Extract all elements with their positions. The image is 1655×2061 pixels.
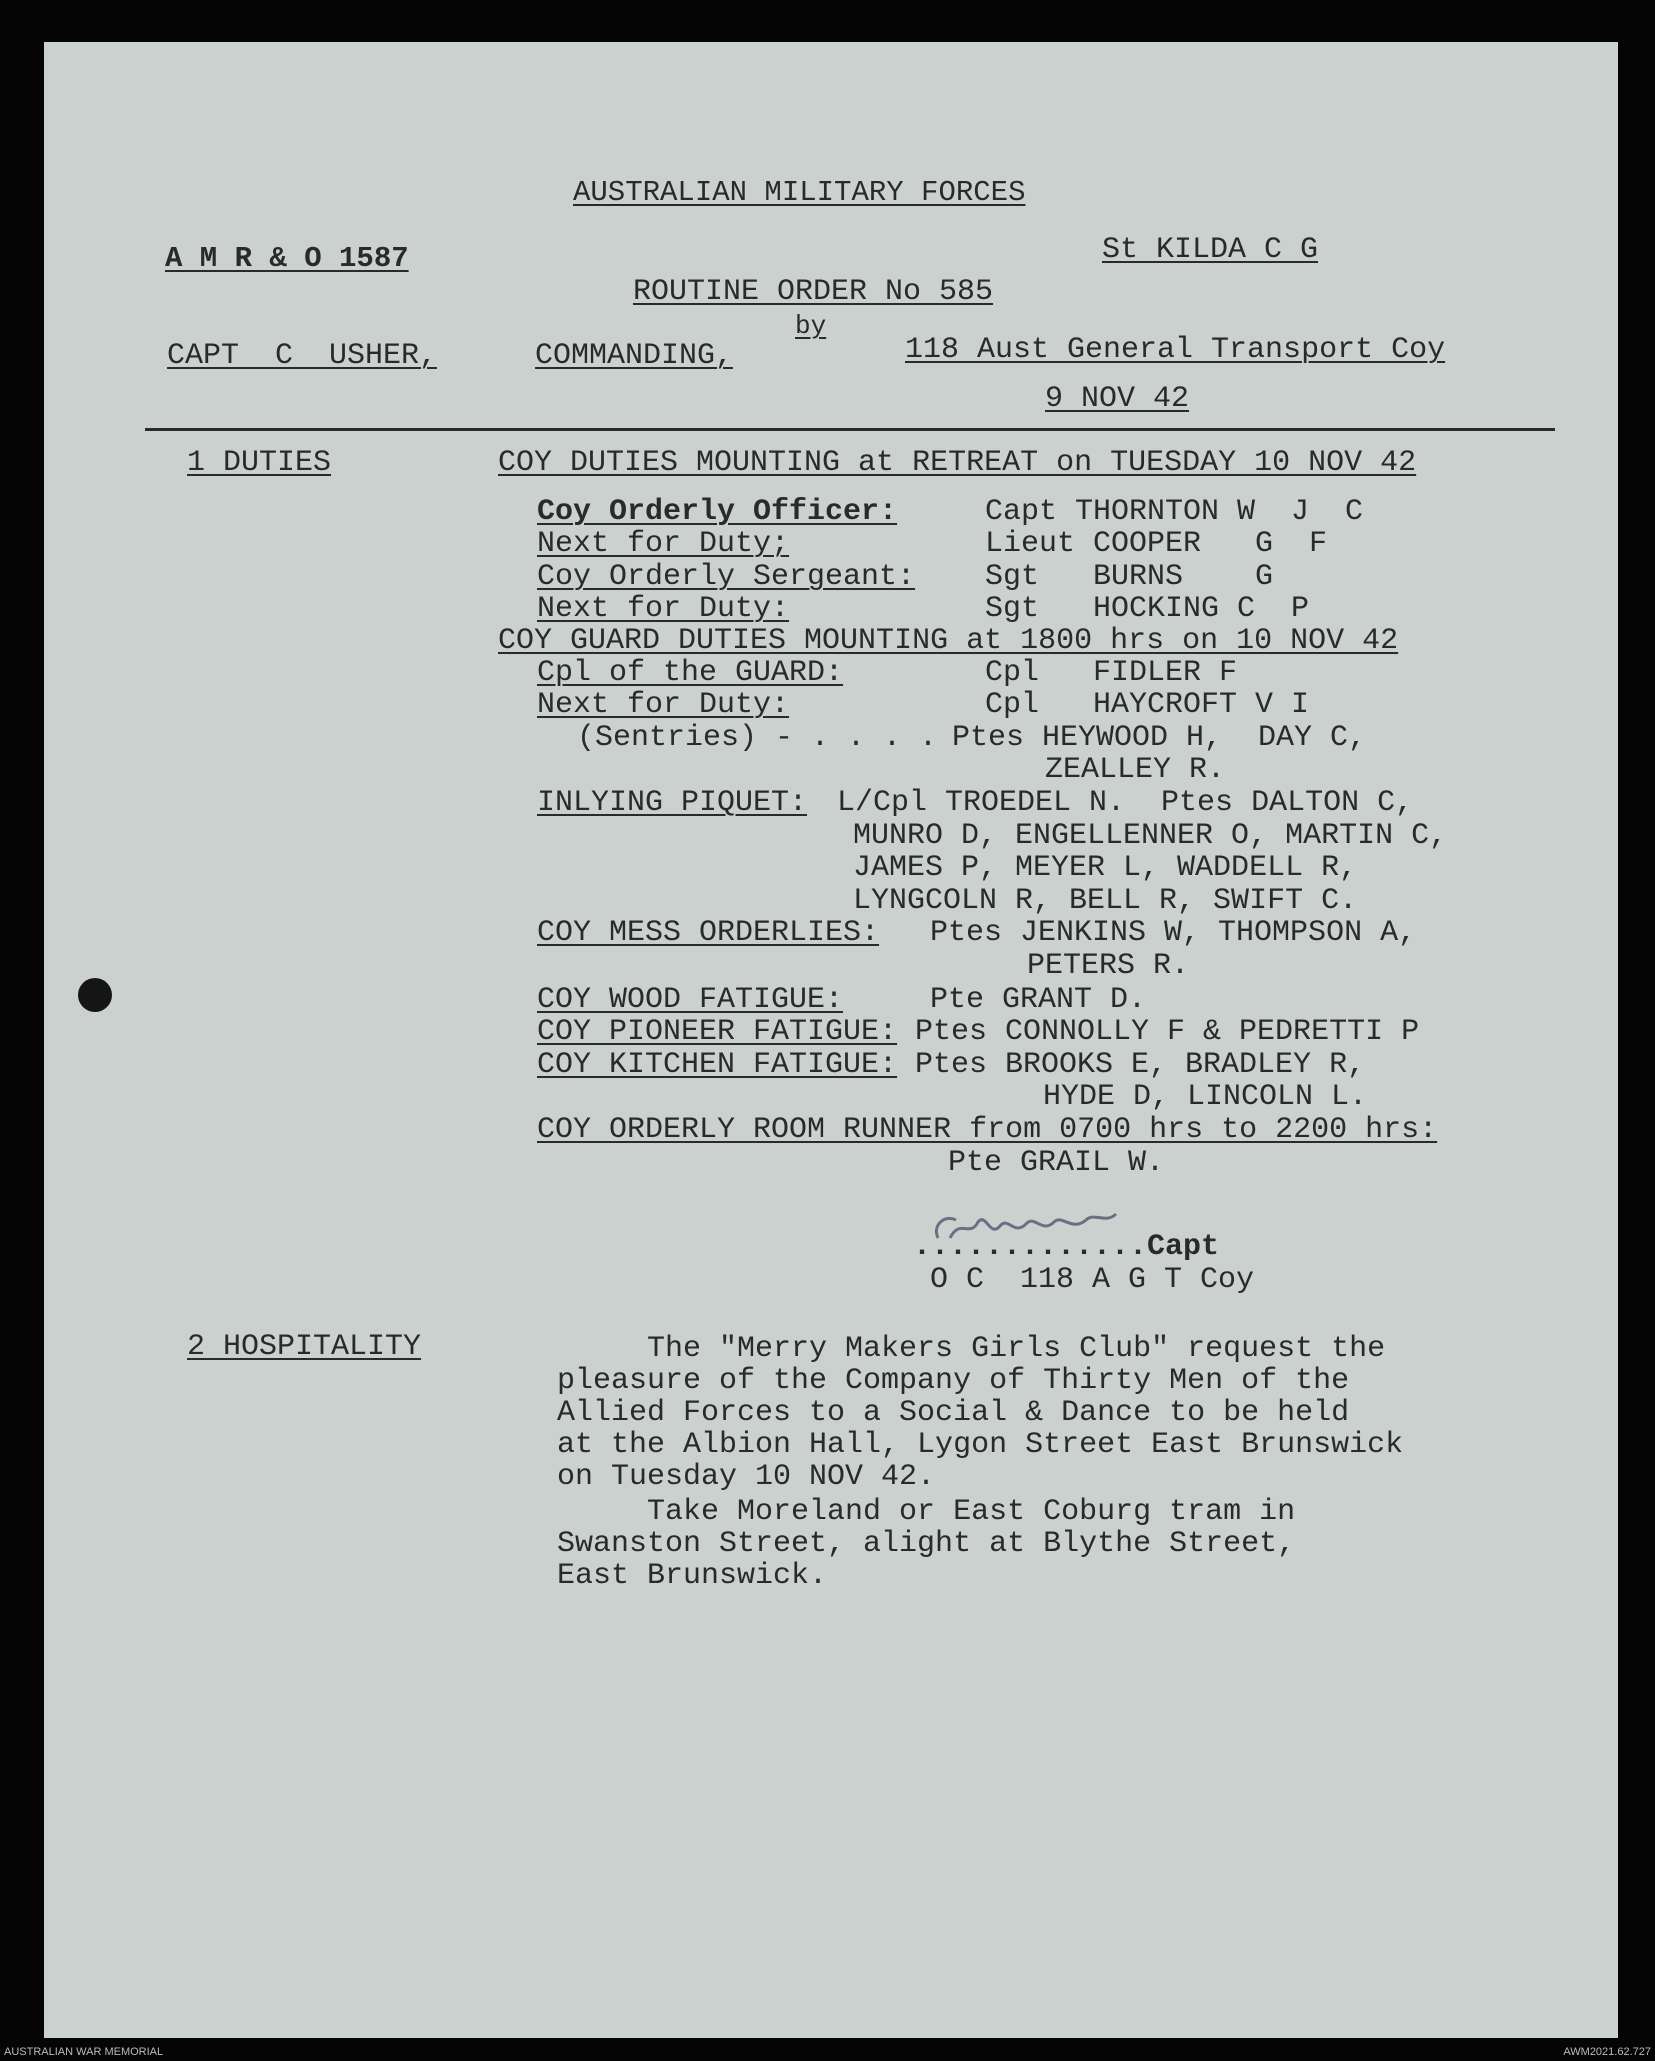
- wood-fatigue-value: Pte GRANT D.: [930, 983, 1147, 1017]
- hospitality-line-4: at the Albion Hall, Lygon Street East Brunswick: [557, 1428, 1404, 1462]
- header-divider: [145, 428, 1555, 431]
- hospitality-line-8: East Brunswick.: [557, 1559, 828, 1593]
- reference-number: A M R & O 1587: [165, 242, 409, 275]
- officer-next-value: Lieut COOPER G F: [985, 527, 1328, 561]
- pioneer-fatigue-value: Ptes CONNOLLY F & PEDRETTI P: [915, 1015, 1420, 1049]
- kitchen-line-1: Ptes BROOKS E, BRADLEY R,: [915, 1048, 1366, 1082]
- hospitality-line-1: The "Merry Makers Girls Club" request the: [557, 1332, 1386, 1366]
- sentries-line-1: Ptes HEYWOOD H, DAY C,: [952, 721, 1367, 755]
- officer-next-label: Next for Duty;: [537, 527, 790, 561]
- commanding-text: COMMANDING,: [535, 339, 734, 373]
- kitchen-line-2: HYDE D, LINCOLN L.: [1043, 1080, 1368, 1114]
- routine-order-number: ROUTINE ORDER No 585: [633, 275, 994, 309]
- pioneer-fatigue-label: COY PIONEER FATIGUE:: [537, 1015, 898, 1049]
- piquet-line-4: LYNGCOLN R, BELL R, SWIFT C.: [853, 884, 1358, 918]
- runner-heading: COY ORDERLY ROOM RUNNER from 0700 hrs to 2200 hrs:: [537, 1113, 1438, 1147]
- kitchen-fatigue-label: COY KITCHEN FATIGUE:: [537, 1048, 898, 1082]
- hospitality-line-7: Swanston Street, alight at Blythe Street,: [557, 1527, 1296, 1561]
- sentries-line-2: ZEALLEY R.: [1045, 753, 1226, 787]
- section-duties-label: 1 DUTIES: [187, 446, 332, 480]
- guard-next-label: Next for Duty:: [537, 688, 790, 722]
- signature-capt-line: .............Capt: [913, 1230, 1220, 1264]
- piquet-line-3: JAMES P, MEYER L, WADDELL R,: [853, 851, 1358, 885]
- orderly-officer-value: Capt THORNTON W J C: [985, 495, 1364, 529]
- mess-line-2: PETERS R.: [1027, 949, 1190, 983]
- guard-cpl-label: Cpl of the GUARD:: [537, 656, 844, 690]
- orderly-sergeant-value: Sgt BURNS G: [985, 560, 1274, 594]
- unit-name: 118 Aust General Transport Coy: [905, 333, 1446, 367]
- footer-accession: AWM2021.62.727: [1563, 2046, 1651, 2058]
- hospitality-line-5: on Tuesday 10 NOV 42.: [557, 1460, 936, 1494]
- piquet-line-1: L/Cpl TROEDEL N. Ptes DALTON C,: [837, 786, 1414, 820]
- piquet-line-2: MUNRO D, ENGELLENNER O, MARTIN C,: [853, 819, 1448, 853]
- runner-value: Pte GRAIL W.: [948, 1146, 1165, 1180]
- order-date: 9 NOV 42: [1045, 382, 1190, 416]
- by-text: by: [795, 311, 827, 341]
- location: St KILDA C G: [1102, 233, 1319, 267]
- guard-cpl-value: Cpl FIDLER F: [985, 656, 1238, 690]
- section-hospitality-label: 2 HOSPITALITY: [187, 1330, 422, 1364]
- guard-next-value: Cpl HAYCROFT V I: [985, 688, 1310, 722]
- commander-name: CAPT C USHER,: [167, 339, 438, 373]
- sentries-label: (Sentries) - . . . .: [577, 721, 938, 755]
- inlying-piquet-label: INLYING PIQUET:: [537, 786, 808, 820]
- document-title: AUSTRALIAN MILITARY FORCES: [573, 176, 1026, 209]
- mess-orderlies-label: COY MESS ORDERLIES:: [537, 916, 880, 950]
- sergeant-next-label: Next for Duty:: [537, 592, 790, 626]
- hospitality-line-6: Take Moreland or East Coburg tram in: [557, 1495, 1296, 1529]
- hospitality-line-2: pleasure of the Company of Thirty Men of the: [557, 1364, 1350, 1398]
- punch-hole: [78, 978, 112, 1012]
- sergeant-next-value: Sgt HOCKING C P: [985, 592, 1310, 626]
- orderly-sergeant-label: Coy Orderly Sergeant:: [537, 560, 916, 594]
- footer-archive: AUSTRALIAN WAR MEMORIAL: [4, 2046, 164, 2058]
- guard-duties-heading: COY GUARD DUTIES MOUNTING at 1800 hrs on 10 NOV 42: [498, 624, 1399, 658]
- wood-fatigue-label: COY WOOD FATIGUE:: [537, 983, 844, 1017]
- duties-heading: COY DUTIES MOUNTING at RETREAT on TUESDAY 10 NOV 42: [498, 446, 1417, 480]
- orderly-officer-label: Coy Orderly Officer:: [537, 495, 898, 529]
- mess-line-1: Ptes JENKINS W, THOMPSON A,: [930, 916, 1417, 950]
- signature-block: O C 118 A G T Coy: [930, 1263, 1255, 1297]
- hospitality-line-3: Allied Forces to a Social & Dance to be held: [557, 1396, 1350, 1430]
